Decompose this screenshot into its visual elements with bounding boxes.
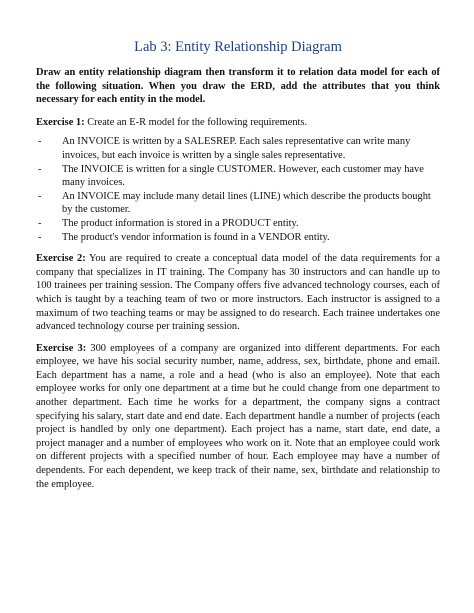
exercise-1-requirements	[36, 135, 440, 244]
instructions: Draw an entity relationship diagram then transform it to relation data model for each of the following situation. When you draw the ERD, add the attributes that you think necessary for each entity in the model.	[36, 67, 440, 106]
bullet-dash: -	[38, 136, 42, 148]
exercise-3-text: 300 employees of a company are organized into different departments. For each employee, we have his social security number, name, address, sex, birthdate, phone and email. Each department has a name, a role and a head (who is also an employee). Note that each employee works for only one department at a time but he could change from one department to another department. Each time he works for a department, the company signs a contract specifying his salary, start date and end date. Each department handle a number of projects (each project is handled by only one department). Each project has a name, start date, end date, a project manager and a number of employees who work on it. Note that an employee could work on different projects with a specified number of hour. Each employee may have a number of dependents. For each dependent, we keep track of their name, sex, birthdate and relationship to the employee.	[36, 342, 440, 490]
exercise-1-heading	[36, 116, 440, 130]
bullet-dash: -	[38, 163, 42, 175]
list-item	[36, 163, 440, 190]
list-item-text: The product information is stored in a PRODUCT entity.	[62, 217, 299, 229]
exercise-1-label: Exercise 1:	[36, 116, 85, 128]
bullet-dash: -	[38, 190, 42, 202]
list-item	[36, 190, 440, 217]
bullet-dash: -	[38, 231, 42, 243]
list-item	[36, 135, 440, 162]
exercise-2	[36, 252, 440, 334]
list-item-text: An INVOICE may include many detail lines (LINE) which describe the products bought by the customer.	[62, 190, 431, 216]
list-item-text: The product's vendor information is found in a VENDOR entity.	[62, 231, 330, 243]
document-page	[36, 38, 440, 499]
page-title: Lab 3: Entity Relationship Diagram	[134, 39, 342, 55]
list-item	[36, 217, 440, 231]
exercise-1-lead: Create an E-R model for the following requirements.	[87, 116, 308, 128]
list-item-text: The INVOICE is written for a single CUSTOMER. However, each customer may have many invoices.	[62, 163, 424, 189]
list-item	[36, 231, 440, 245]
bullet-dash: -	[38, 217, 42, 229]
exercise-3-label: Exercise 3:	[36, 342, 87, 354]
exercise-3	[36, 342, 440, 492]
exercise-2-label: Exercise 2:	[36, 253, 86, 265]
exercise-2-text: You are required to create a conceptual data model of the data requirements for a company that specializes in IT training. The Company has 30 instructors and can handle up to 100 trainees per training session. The Company offers five advanced technology courses, each of which is taught by a teaching team of two or more instructors. Each instructor is assigned to a maximum of two teaching teams or may be assigned to do research. Each trainee undertakes one advanced technology course per training session.	[36, 253, 440, 333]
list-item-text: An INVOICE is written by a SALESREP. Each sales representative can write many invoices, but each invoice is written by a single sales representative.	[62, 136, 411, 161]
